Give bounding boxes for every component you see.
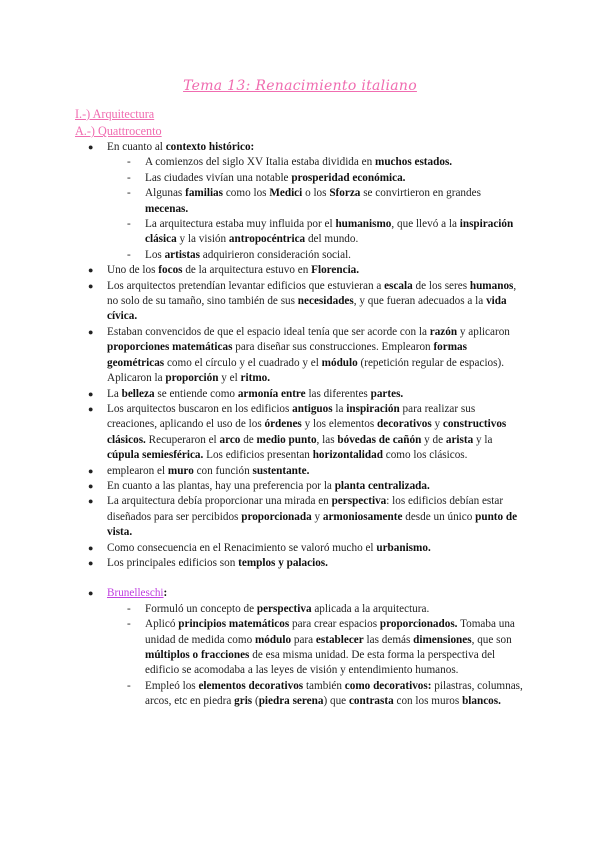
bold-term: módulo <box>321 356 358 369</box>
dash-marker: - <box>127 218 131 231</box>
bold-term: arista <box>445 433 474 446</box>
bold-term: urbanismo. <box>376 541 431 554</box>
text-run: como el círculo y el cuadrado y el <box>164 356 322 369</box>
text-run: La arquitectura estaba muy influida por el <box>145 218 336 231</box>
bold-term: módulo <box>254 633 292 646</box>
text-run: y <box>311 510 323 523</box>
text-run: , no solo de su tamaño, sino también de sus <box>107 279 517 308</box>
text-run: En cuanto al <box>107 141 166 153</box>
bullet-marker: ● <box>88 588 94 599</box>
dash-marker: - <box>127 679 131 692</box>
bold-term: formas geométricas <box>107 341 467 369</box>
bullet-item <box>0 402 600 464</box>
text-run: : los edificios debían estar diseñados para ser percibidos <box>107 495 504 523</box>
text-run: , que son <box>471 633 512 646</box>
bold-term: humanismo <box>335 218 392 231</box>
text-run: de los seres <box>412 279 470 292</box>
text-run: de esa misma unidad. De esta forma la perspectiva del edificio se acomodaba a las leyes de visión y entendimiento humanos. <box>145 649 496 677</box>
bullet-item <box>0 387 600 402</box>
bullet-marker: ● <box>88 496 94 507</box>
text-run: En cuanto a las plantas, hay una preferencia por la <box>107 479 335 492</box>
text-run: , que llevó a la <box>391 218 460 231</box>
text-run: la <box>332 402 347 415</box>
bold-term: muchos estados. <box>375 156 453 169</box>
dash-marker: - <box>127 602 131 615</box>
text-run: desde un único <box>402 510 476 523</box>
text-run: y <box>431 418 443 431</box>
bold-term: decorativos <box>377 418 432 431</box>
text-run: como los <box>223 187 270 200</box>
section-heading-arquitectura: I.-) Arquitectura <box>75 107 155 121</box>
bold-term: antropocéntrica <box>228 233 306 246</box>
bullet-marker: ● <box>88 326 94 337</box>
bold-term: órdenes <box>264 418 302 431</box>
text-run: Formuló un concepto de <box>145 602 257 615</box>
bullet-item <box>0 556 600 571</box>
bullet-item <box>0 140 600 155</box>
text-run: Empleó los <box>145 679 199 692</box>
text-run: Los arquitectos pretendían levantar edificios que estuvieran a <box>107 279 385 292</box>
text-run: y el <box>218 372 241 385</box>
dash-marker: - <box>127 618 131 631</box>
bold-term: familias <box>185 187 224 200</box>
bold-term: armoniosamente <box>322 510 403 523</box>
text-run: ) que <box>323 695 349 708</box>
bullet-item <box>0 479 600 494</box>
text-run: para <box>291 633 316 646</box>
bold-term: proporción <box>165 372 219 385</box>
sub-item <box>0 617 600 679</box>
bullet-item <box>0 325 600 387</box>
text-run: y la visión <box>176 233 229 246</box>
text-run: La arquitectura debía proporcionar una mirada en <box>107 495 332 508</box>
bullet-item <box>0 541 600 556</box>
link-brunelleschi[interactable]: Brunelleschi <box>107 587 164 600</box>
bold-term: medio punto <box>256 433 317 446</box>
text-run: para realizar sus creaciones, aplicando el uso de los <box>107 402 476 431</box>
bullet-item <box>0 586 600 601</box>
bold-term: proporciones matemáticas <box>107 341 233 354</box>
bold-term: antiguos <box>292 402 333 415</box>
text-run: también <box>303 679 345 692</box>
text-run: pilastras, columnas, arcos, etc en piedra <box>145 679 523 708</box>
bold-term: Florencia. <box>311 264 360 277</box>
subsection-heading-quattrocento: A.-) Quattrocento <box>75 124 162 138</box>
notes-body <box>0 140 600 710</box>
bold-term: blancos. <box>462 695 501 708</box>
bullet-marker: ● <box>88 465 94 476</box>
spacer <box>0 571 600 586</box>
sub-item <box>0 217 600 248</box>
bold-term: Sforza <box>329 187 361 200</box>
bold-term: inspiración clásica <box>145 218 514 246</box>
text-run: , las <box>316 433 338 446</box>
bold-term: contrasta <box>348 695 394 708</box>
sub-item <box>0 602 600 617</box>
bold-term: armonía entre <box>237 387 306 400</box>
text-run: ( <box>252 695 259 708</box>
bold-term: : <box>163 587 168 600</box>
bullet-marker: ● <box>88 557 94 568</box>
document-title: Tema 13: Renacimiento italiano <box>183 78 417 94</box>
text-run: Estaban convencidos de que el espacio ideal tenía que ser acorde con la <box>107 325 430 338</box>
text-run: o los <box>302 187 330 200</box>
text-run: de <box>240 433 257 446</box>
bold-term: templos y palacios. <box>238 556 328 569</box>
text-run: y aplicaron <box>457 325 510 338</box>
text-run: adquirieron consideración social. <box>200 248 351 261</box>
bold-term: horizontalidad <box>312 449 383 462</box>
text-run: , y que fueran adecuados a la <box>353 295 487 308</box>
bold-term: prosperidad económica. <box>291 171 406 184</box>
bold-term: contexto histórico: <box>165 141 255 153</box>
bullet-marker: ● <box>88 265 94 276</box>
sub-item <box>0 155 600 170</box>
text-run: Los edificios presentan <box>203 449 313 462</box>
text-run: para diseñar sus construcciones. Emplearon <box>232 341 434 354</box>
bold-term: necesidades <box>297 295 354 308</box>
bold-term: Medici <box>269 187 303 200</box>
bold-term: sustentante. <box>252 464 310 477</box>
bullet-item <box>0 263 600 278</box>
bullet-marker: ● <box>88 403 94 414</box>
bold-term: razón <box>429 325 458 338</box>
bold-term: bóvedas de cañón <box>337 433 422 446</box>
bold-term: establecer <box>315 633 364 646</box>
bold-term: escala <box>384 279 413 292</box>
sub-item <box>0 679 600 710</box>
bold-term: artistas <box>164 248 200 261</box>
text-run: para crear espacios <box>289 618 380 631</box>
bullet-item <box>0 464 600 479</box>
text-run: y los elementos <box>301 418 377 431</box>
text-run: La <box>107 387 122 400</box>
text-run: Como consecuencia en el Renacimiento se valoró mucho el <box>107 541 377 554</box>
bullet-marker: ● <box>88 388 94 399</box>
bold-term: planta centralizada. <box>334 479 430 492</box>
bold-term: belleza <box>121 387 155 400</box>
bold-term: punto de vista. <box>107 510 518 539</box>
text-run: Recuperaron el <box>145 433 220 446</box>
bold-term: perspectiva <box>256 602 312 615</box>
text-run: con los muros <box>393 695 463 708</box>
bold-term: principios matemáticos <box>178 618 290 631</box>
text-run: Las ciudades vivían una notable <box>145 171 292 184</box>
text-run: las demás <box>363 633 414 646</box>
text-run: las diferentes <box>305 387 371 400</box>
text-run: como los clásicos. <box>382 449 468 462</box>
bold-term: mecenas. <box>145 202 189 215</box>
bold-term: inspiración <box>346 402 400 415</box>
text-run: de la arquitectura estuvo en <box>182 264 312 277</box>
bold-term: focos <box>158 264 183 277</box>
bold-term: proporcionados. <box>379 618 458 631</box>
text-run: Uno de los <box>107 264 159 277</box>
bold-term: ritmo. <box>240 372 271 385</box>
text-run: aplicada a la arquitectura. <box>311 602 430 615</box>
bold-term: elementos decorativos <box>198 679 304 692</box>
text-run: con función <box>193 464 253 477</box>
bold-term: humanos <box>469 279 514 292</box>
dash-marker: - <box>127 171 131 184</box>
bullet-item <box>0 494 600 540</box>
bold-term: proporcionada <box>241 510 312 523</box>
text-run: se convirtieron en grandes <box>360 187 481 200</box>
bullet-marker: ● <box>88 542 94 553</box>
text-run: A comienzos del siglo XV Italia estaba dividida en <box>145 156 376 169</box>
bullet-marker: ● <box>88 480 94 491</box>
bold-term: muro <box>167 464 194 477</box>
bullet-marker: ● <box>88 280 94 291</box>
text-run: se entiende como <box>154 387 238 400</box>
text-run: del mundo. <box>305 233 359 246</box>
sub-item <box>0 171 600 186</box>
text-run: Los <box>145 248 165 261</box>
bullet-item <box>0 279 600 325</box>
text-run: Tomaba una unidad de medida como <box>145 618 515 646</box>
dash-marker: - <box>127 187 131 200</box>
bold-term: arco <box>219 433 241 446</box>
text-run: (repetición regular de espacios). Aplicaron la <box>107 356 505 385</box>
text-run: Aplicó <box>145 618 179 631</box>
sub-item <box>0 248 600 263</box>
bold-term: dimensiones <box>413 633 472 646</box>
text-run: Los principales edificios son <box>107 556 239 569</box>
bold-term: vida cívica. <box>107 295 507 323</box>
bold-term: constructivos clásicos. <box>107 418 507 446</box>
text-run: Los arquitectos buscaron en los edificios <box>107 402 293 415</box>
sub-item <box>0 186 600 217</box>
bold-term: como decorativos: <box>344 679 432 692</box>
bold-term: piedra serena <box>258 695 324 708</box>
dash-marker: - <box>127 248 131 261</box>
bold-term: partes. <box>370 387 404 400</box>
bold-term: cúpula semiesférica. <box>107 449 204 462</box>
bullet-marker: ● <box>88 142 94 152</box>
bold-term: perspectiva <box>331 495 387 508</box>
dash-marker: - <box>127 156 131 169</box>
bold-term: gris <box>234 695 253 708</box>
text-run: y de <box>421 433 446 446</box>
text-run: emplearon el <box>107 464 168 477</box>
bold-term: múltiplos o fracciones <box>145 649 250 661</box>
text-run: Algunas <box>145 187 186 200</box>
text-run: y la <box>473 433 493 446</box>
